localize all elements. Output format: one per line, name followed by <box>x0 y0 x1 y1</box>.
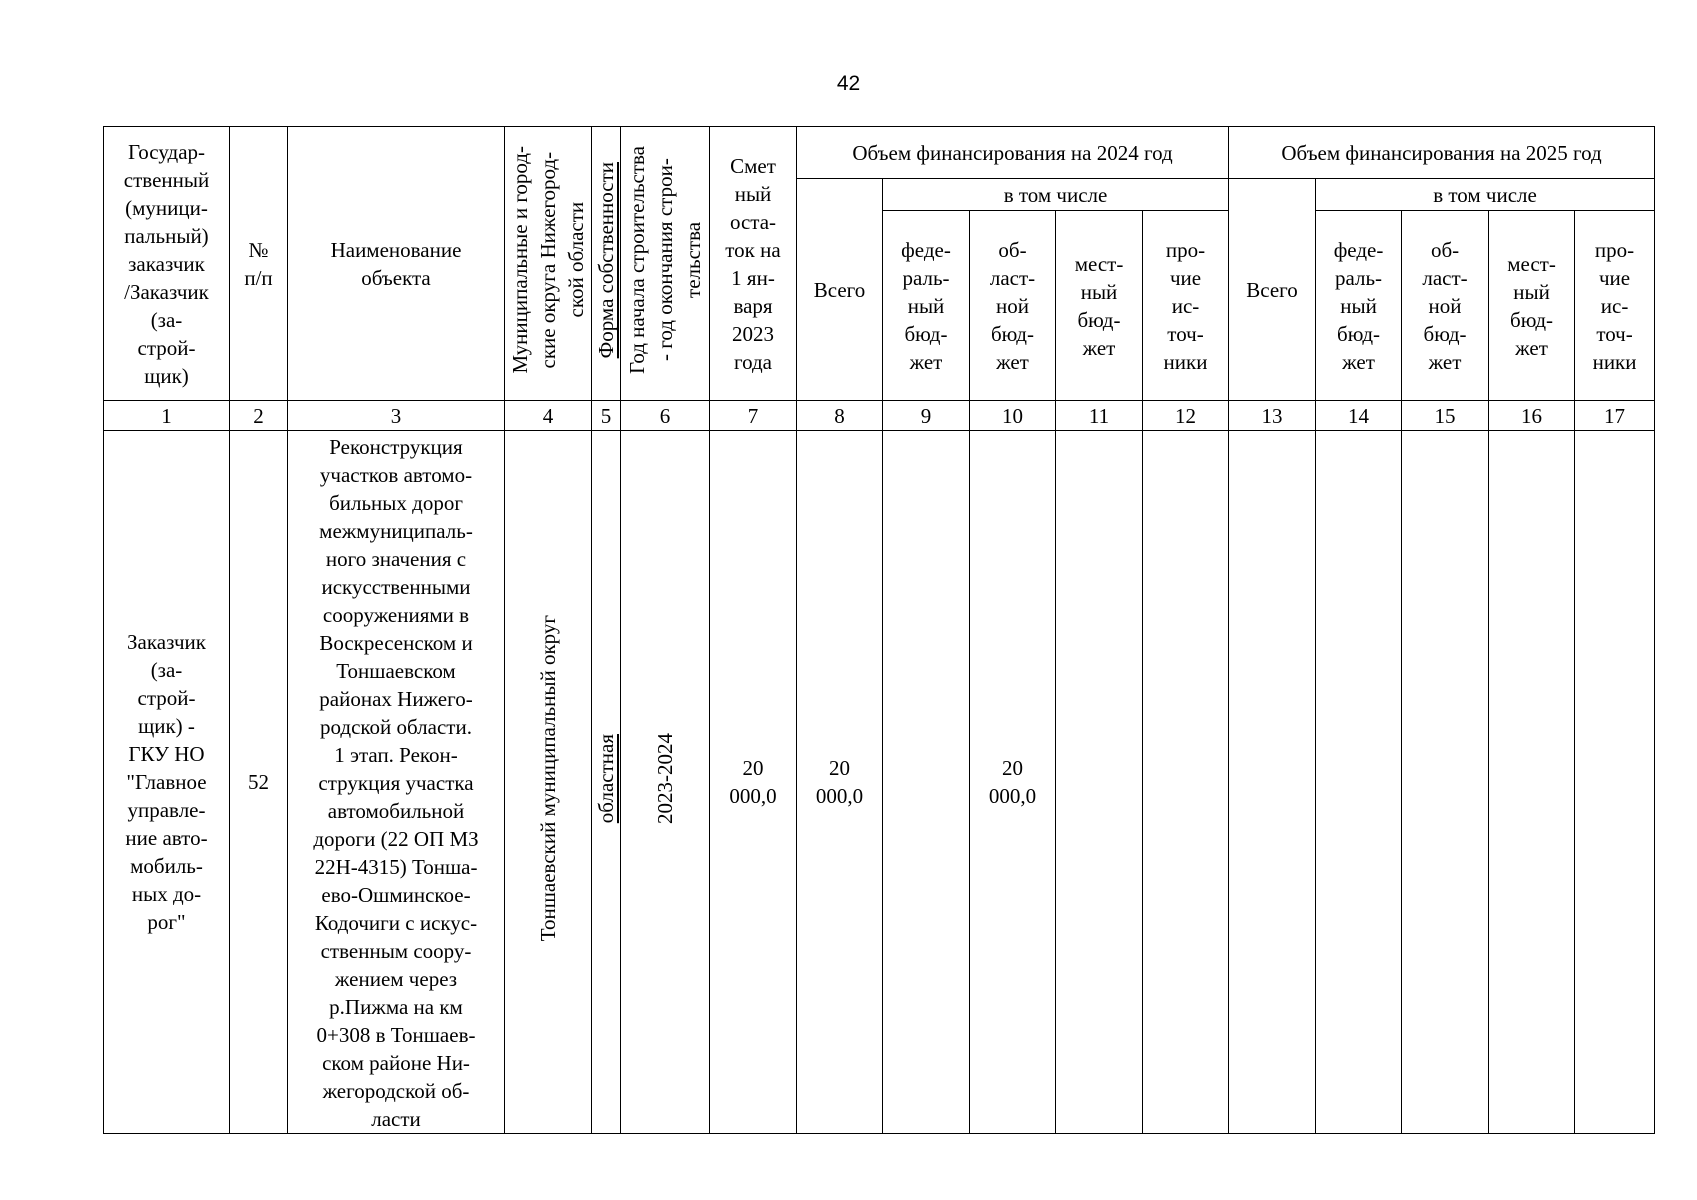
header-local-2024: мест- ный бюд- жет <box>1056 211 1143 401</box>
column-number: 6 <box>621 401 710 431</box>
column-numbers-row <box>104 401 1655 431</box>
column-number: 13 <box>1229 401 1316 431</box>
header-num: № п/п <box>230 127 288 401</box>
header-including-2025: в том числе <box>1316 179 1655 211</box>
financing-table <box>103 126 1655 1134</box>
row-total-2025 <box>1229 431 1316 1134</box>
header-total-2025: Всего <box>1229 179 1316 401</box>
row-num: 52 <box>230 431 288 1134</box>
row-municipal: Тоншаевский муниципальный округ <box>505 431 592 1134</box>
row-years: 2023-2024 <box>621 431 710 1134</box>
row-other-2024 <box>1143 431 1229 1134</box>
row-local-2024 <box>1056 431 1143 1134</box>
row-regional-2025 <box>1402 431 1489 1134</box>
row-object-name: Реконструкция участков автомо- бильных дорог межмуниципаль- ного значения с искусственными сооружениями в Воскресенском и Тоншаевском районах Нижего- родской области. 1 этап. Рекон- струкция участка автомобильной дороги (22 ОП МЗ 22Н-4315) Тонша- ево-Ошминское- Кодочиги с искус- ственным соору- жением через р.Пижма на км 0+308 в Тоншаев- ском районе Ни- жегородской об- ласти <box>288 431 505 1134</box>
row-ownership: областная <box>592 431 621 1134</box>
column-number: 4 <box>505 401 592 431</box>
header-balance: Смет ный оста- ток на 1 ян- варя 2023 года <box>710 127 797 401</box>
column-number: 1 <box>104 401 230 431</box>
row-local-2025 <box>1489 431 1575 1134</box>
row-balance: 20 000,0 <box>710 431 797 1134</box>
header-federal-2024: феде- раль- ный бюд- жет <box>883 211 970 401</box>
header-other-2024: про- чие ис- точ- ники <box>1143 211 1229 401</box>
column-number: 5 <box>592 401 621 431</box>
column-number: 11 <box>1056 401 1143 431</box>
header-including-2024: в том числе <box>883 179 1229 211</box>
header-regional-2025: об- ласт- ной бюд- жет <box>1402 211 1489 401</box>
column-number: 16 <box>1489 401 1575 431</box>
header-regional-2024: об- ласт- ной бюд- жет <box>970 211 1056 401</box>
column-number: 12 <box>1143 401 1229 431</box>
row-federal-2025 <box>1316 431 1402 1134</box>
header-total-2024: Всего <box>797 179 883 401</box>
header-local-2025: мест- ный бюд- жет <box>1489 211 1575 401</box>
header-federal-2025: феде- раль- ный бюд- жет <box>1316 211 1402 401</box>
column-number: 17 <box>1575 401 1655 431</box>
row-other-2025 <box>1575 431 1655 1134</box>
header-object-name: Наименование объекта <box>288 127 505 401</box>
header-other-2025: про- чие ис- точ- ники <box>1575 211 1655 401</box>
header-fin-2025: Объем финансирования на 2025 год <box>1229 127 1655 179</box>
column-number: 15 <box>1402 401 1489 431</box>
header-ownership: Форма собственности <box>592 127 621 401</box>
column-number: 8 <box>797 401 883 431</box>
row-regional-2024: 20 000,0 <box>970 431 1056 1134</box>
column-number: 7 <box>710 401 797 431</box>
header-municipal: Муниципальные и город- ские округа Нижегород- ской области <box>505 127 592 401</box>
row-total-2024: 20 000,0 <box>797 431 883 1134</box>
row-federal-2024 <box>883 431 970 1134</box>
header-fin-2024: Объем финансирования на 2024 год <box>797 127 1229 179</box>
column-number: 10 <box>970 401 1056 431</box>
row-customer: Заказчик (за- строй- щик) - ГКУ НО "Главное управле- ние авто- мобиль- ных до- рог" <box>104 431 230 1134</box>
table-row <box>104 431 1655 1134</box>
column-number: 14 <box>1316 401 1402 431</box>
header-row-1 <box>104 127 1655 179</box>
column-number: 9 <box>883 401 970 431</box>
header-customer: Государ- ственный (муници- пальный) заказчик /Заказчик (за- строй- щик) <box>104 127 230 401</box>
column-number: 2 <box>230 401 288 431</box>
column-number: 3 <box>288 401 505 431</box>
page-number: 42 <box>836 72 861 95</box>
header-years: Год начала строительства - год окончания строи- тельства <box>621 127 710 401</box>
